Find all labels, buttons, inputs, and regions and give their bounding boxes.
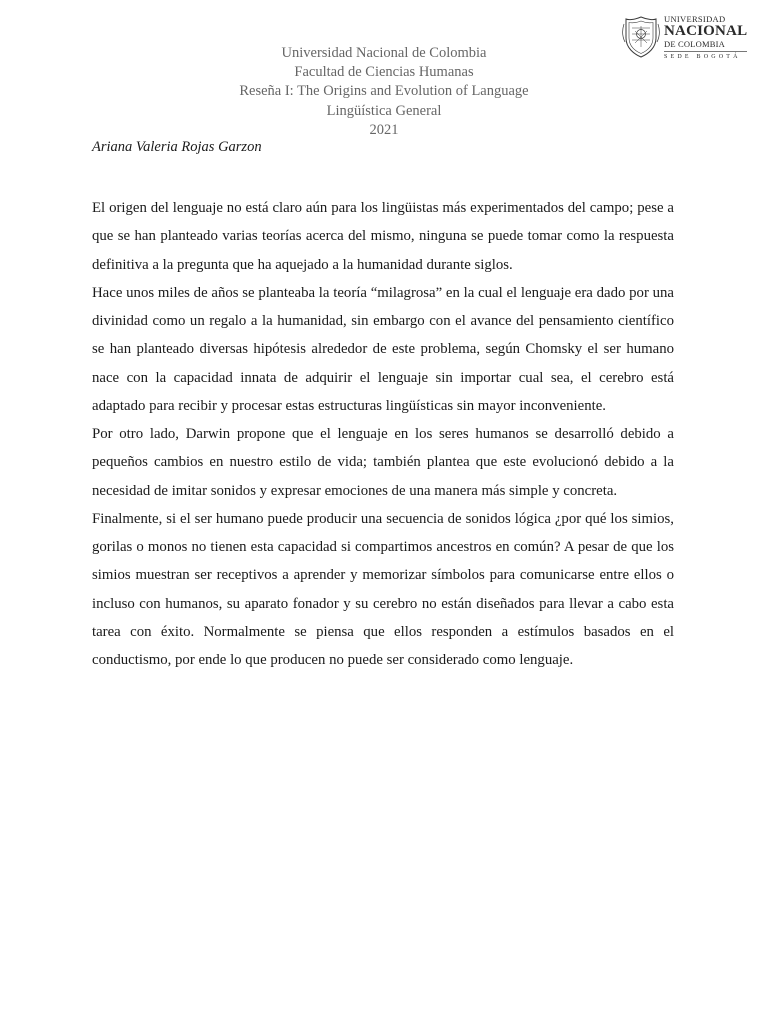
header-university: Universidad Nacional de Colombia [281,45,487,61]
document-header [0,44,768,140]
author-name: Ariana Valeria Rojas Garzon [92,139,262,155]
body-paragraph: El origen del lenguaje no está claro aún para los lingüistas más experimentados del campo; pese a que se han planteado varias teorías acerca del mismo, ninguna se puede tomar como la respuesta definitiva a la pregunta que ha aquejado a la humanidad durante siglos. [92,200,674,273]
logo-line-universidad: UNIVERSIDAD [664,13,726,24]
header-title: Reseña I: The Origins and Evolution of Language [239,83,529,100]
header-year: 2021 [369,121,399,138]
body-paragraph: Finalmente, si el ser humano puede producir una secuencia de sonidos lógica ¿por qué los simios, gorilas o monos no tienen esta capacidad si compartimos ancestros en común? A pesar de que los simios muestran ser receptivos a aprender y memorizar símbolos para comunicarse entre ellos o incluso con humanos, su aparato fonador y su cerebro no están diseñados para llevar a cabo esta tarea con éxito. Normalmente se piensa que ellos responden a estímulos basados en el conductismo, por ende lo que producen no puede ser considerado como lenguaje. [92,510,674,668]
header-course: Lingüística General [326,102,442,119]
document-body [92,194,674,674]
logo-line-de-colombia: DE COLOMBIA [664,39,725,49]
body-paragraph: Por otro lado, Darwin propone que el lenguaje en los seres humanos se desarrolló debido a pequeños cambios en nuestro estilo de vida; también plantea que este evolucionó debido a la necesidad de imitar sonidos y expresar emociones de una manera más simple y concreta. [92,426,674,499]
logo-line-sede: SEDE BOGOTÁ [664,53,741,60]
logo-line-nacional: NACIONAL [664,23,748,39]
header-faculty: Facultad de Ciencias Humanas [294,64,474,81]
body-paragraph: Hace unos miles de años se planteaba la teoría “milagrosa” en la cual el lenguaje era dado por una divinidad como un regalo a la humanidad, sin embargo con el avance del pensamiento científico se han planteado diversas hipótesis alrededor de este problema, según Chomsky el ser humano nace con la capacidad innata de adquirir el lenguaje sin importar cual sea, el cerebro está adaptado para recibir y procesar estas estructuras lingüísticas sin mayor inconveniente. [92,284,674,414]
